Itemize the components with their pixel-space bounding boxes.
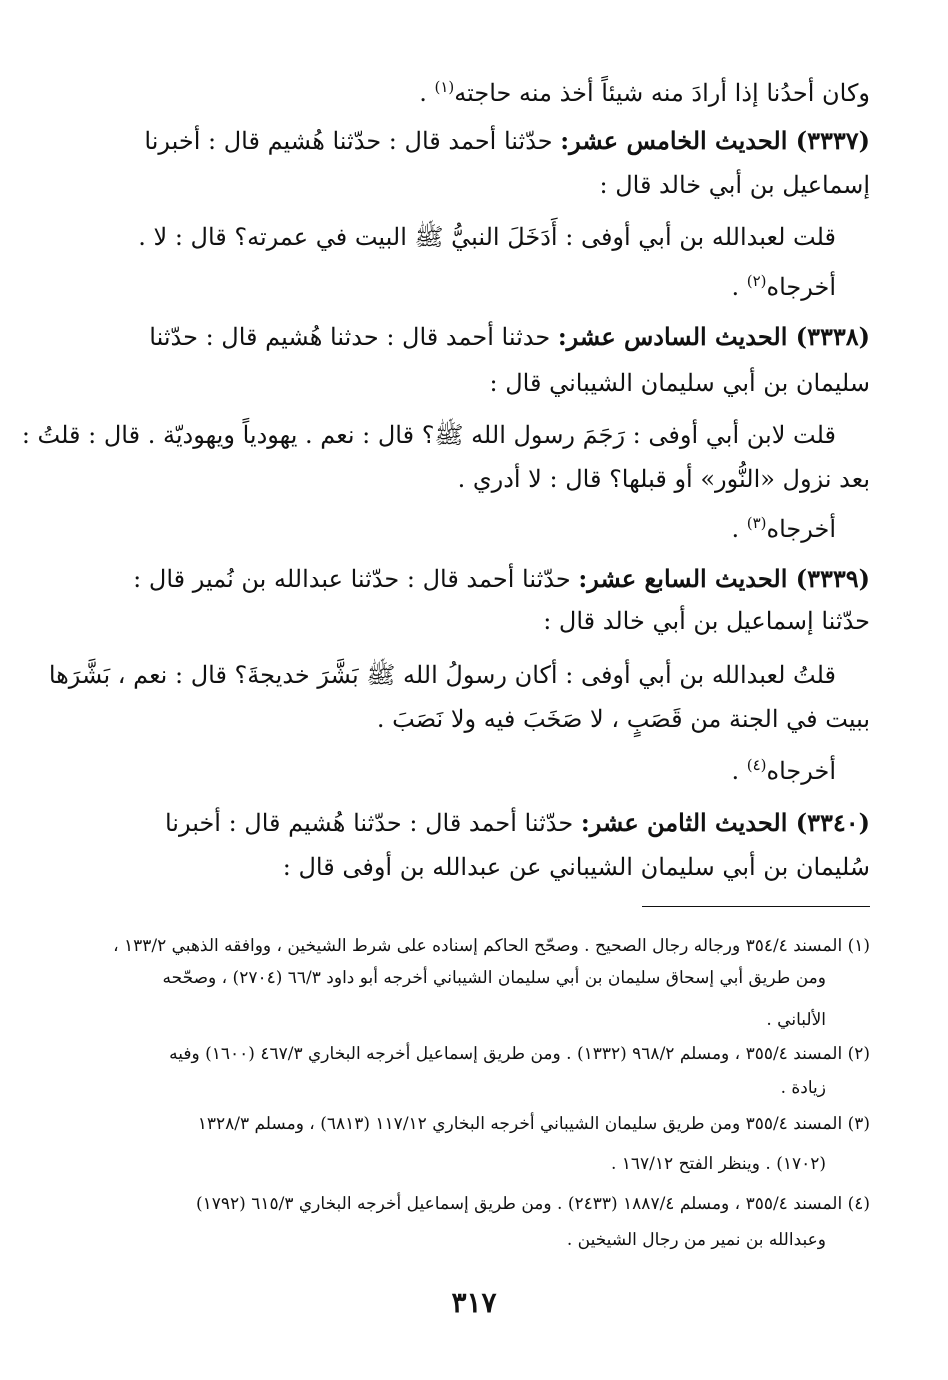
text-line: بعد نزول «النُّور» أو قبلها؟ قال : لا أدري . [457, 465, 870, 493]
hadith-number-title: (٣٣٣٨) الحديث السادس عشر: [557, 322, 870, 351]
footnote-2-cont: زيادة . [780, 1078, 826, 1098]
text-line: أخرجاه$^{(٢)}$ . [731, 272, 836, 301]
hadith-number-title: (٣٣٤٠) الحديث الثامن عشر: [580, 808, 870, 837]
footnote-1-cont: ومن طريق أبي إسحاق سليمان بن أبي سليمان الشيباني أخرجه أبو داود ٦٦/٣ (٢٧٠٤) ، وصحّحه [162, 968, 826, 988]
footnote-1: (١) المسند ٣٥٤/٤ ورجاله رجال الصحيح . وصحّح الحاكم إسناده على شرط الشيخين ، ووافقه الذهبي ١٣٣/٢ ، [113, 936, 870, 956]
text-line: قلتُ لعبدالله بن أبي أوفى : أكان رسولُ الله ﷺ بَشَّرَ خديجةَ؟ قال : نعم ، بَشَّرَها [48, 661, 836, 689]
text-line: قلت لعبدالله بن أبي أوفى : أَدَخَلَ النبيُّ ﷺ البيت في عمرته؟ قال : لا . [138, 223, 836, 251]
page-number: ٣١٧ [451, 1286, 497, 1319]
text-line: ببيت في الجنة من قَصَبٍ ، لا صَخَبَ فيه ولا نَصَبَ . [376, 705, 870, 733]
footnote-divider [642, 906, 870, 907]
footnote-4: (٤) المسند ٣٥٥/٤ ، ومسلم ١٨٨٧/٤ (٢٤٣٣) . ومن طريق إسماعيل أخرجه البخاري ٦١٥/٣ (١٧٩٢) [195, 1194, 870, 1214]
hadith-number-title: (٣٣٣٩) الحديث السابع عشر: [578, 564, 870, 593]
hadith-number-title: (٣٣٣٧) الحديث الخامس عشر: [560, 126, 870, 155]
text-line: وكان أحدُنا إذا أرادَ منه شيئاً أخذ منه حاجته$^{(١)}$ . [419, 78, 870, 107]
text-line: حدّثنا إسماعيل بن أبي خالد قال : [543, 607, 870, 635]
footnote-1-cont: الألباني . [766, 1010, 826, 1030]
text-line: سُليمان بن أبي سليمان الشيباني عن عبدالله بن أوفى قال : [282, 853, 870, 881]
hadith-heading-3338: (٣٣٣٨) الحديث السادس عشر: حدثنا أحمد قال : حدثنا هُشيم قال : حدّثنا [149, 322, 870, 351]
footnote-2: (٢) المسند ٣٥٥/٤ ، ومسلم ٩٦٨/٢ (١٣٣٢) . ومن طريق إسماعيل أخرجه البخاري ٤٦٧/٣ (١٦٠٠) وفيه [169, 1044, 870, 1064]
text-line: إسماعيل بن أبي خالد قال : [599, 171, 870, 199]
footnote-ref: (٣) [746, 514, 767, 532]
footnote-ref: (١) [434, 78, 455, 96]
footnote-ref: (٤) [746, 756, 767, 774]
hadith-heading-3337: (٣٣٣٧) الحديث الخامس عشر: حدّثنا أحمد قال : حدّثنا هُشيم قال : أخبرنا [144, 126, 870, 155]
text-line: قلت لابن أبي أوفى : رَجَمَ رسول الله ﷺ؟ قال : نعم . يهودياً ويهوديّة . قال : قلتُ : [21, 421, 836, 449]
footnote-3: (٣) المسند ٣٥٥/٤ ومن طريق سليمان الشيباني أخرجه البخاري ١١٧/١٢ (٦٨١٣) ، ومسلم ١٣٢٨/٣ [197, 1114, 870, 1134]
text-line: أخرجاه$^{(٣)}$ . [731, 514, 836, 543]
footnote-3-cont: (١٧٠٢) . وينظر الفتح ١٦٧/١٢ . [610, 1154, 826, 1174]
text-line: أخرجاه$^{(٤)}$ . [731, 756, 836, 785]
hadith-heading-3340: (٣٣٤٠) الحديث الثامن عشر: حدّثنا أحمد قال : حدّثنا هُشيم قال : أخبرنا [164, 808, 870, 837]
hadith-heading-3339: (٣٣٣٩) الحديث السابع عشر: حدّثنا أحمد قال : حدّثنا عبدالله بن نُمير قال : [133, 564, 870, 593]
text-line: سليمان بن أبي سليمان الشيباني قال : [489, 369, 870, 397]
footnote-4-cont: وعبدالله بن نمير من رجال الشيخين . [566, 1230, 826, 1250]
footnote-ref: (٢) [746, 272, 767, 290]
